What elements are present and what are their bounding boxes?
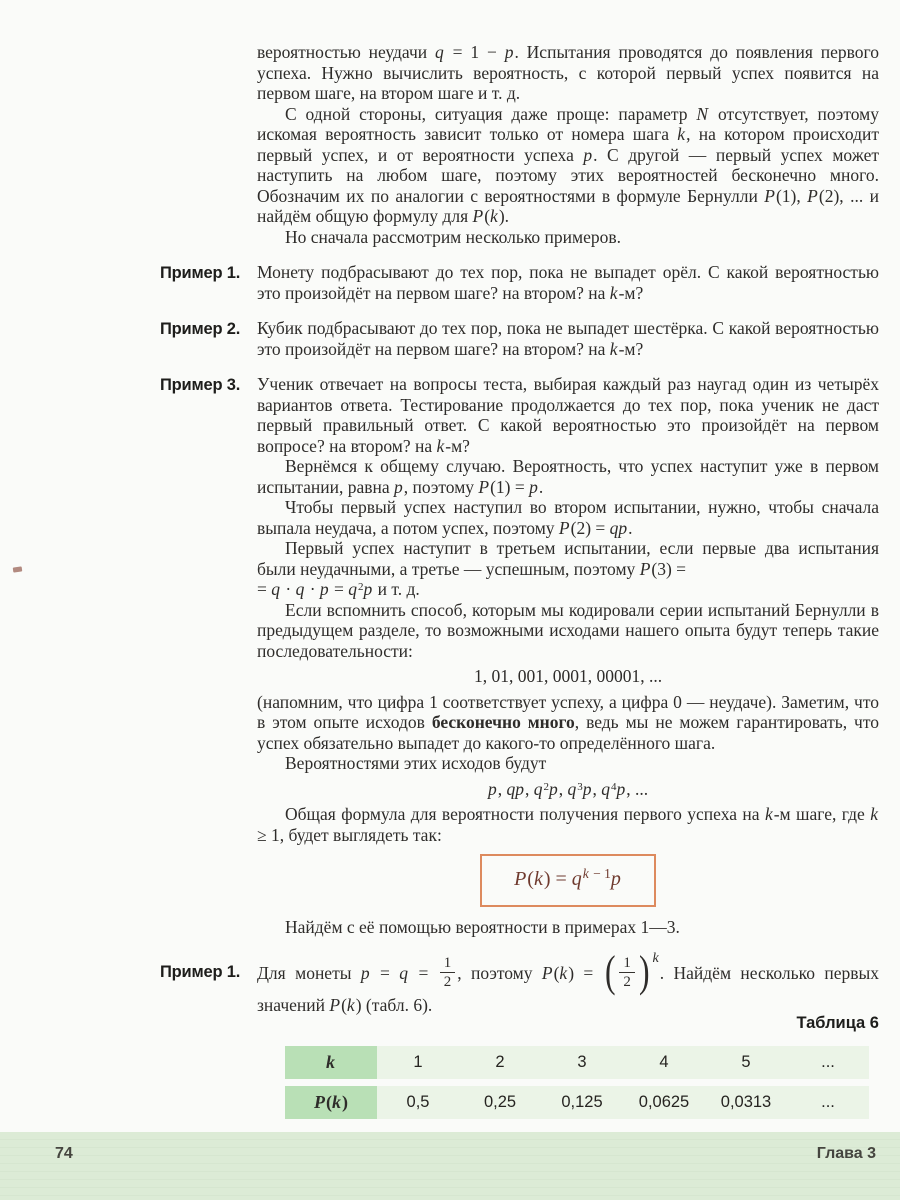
paragraph: Найдём с её помощью вероятности в примерах 1—3.	[285, 916, 680, 937]
paragraph: Чтобы первый успех наступил во втором испытании, нужно, чтобы сначала выпала неудача, а потом успех, поэтому P(2) = qp.	[257, 497, 879, 538]
table-cell: 0,125	[541, 1086, 623, 1119]
table-cell: 4	[623, 1046, 705, 1079]
paragraph: Но сначала рассмотрим несколько примеров.	[285, 226, 622, 247]
fraction-numerator: 1	[619, 955, 635, 974]
example-text: Для монеты p = q = $\frac{1}{2}$ , поэтому P(k) = ( $\frac{1}{2}$ ) $^k$. Найдём несколько первых значений P(k) (табл. 6).	[257, 946, 880, 1016]
chapter-label: Глава 3	[816, 1145, 876, 1162]
fraction-denominator: 2	[443, 974, 452, 991]
table-header-k: k	[285, 1046, 377, 1079]
table-cell: 0,25	[459, 1086, 541, 1119]
page-footer	[0, 1132, 900, 1200]
table-header-pk: P ( k )	[285, 1086, 377, 1119]
paragraph: С одной стороны, ситуация даже проще: параметр N отсутствует, поэтому искомая вероятность зависит только от номера шага k, на котором происходит первый успех, и от вероятности успеха p. С другой — первый успех может наступить на любом шаге, поэтому этих вероятностей бесконечно много. Обозначим их по аналогии с вероятностями в формуле Бернулли P(1), P(2), ... и найдём общую формулу для P(k).	[257, 103, 880, 226]
example-text: Ученик отвечает на вопросы теста, выбирая каждый раз наугад один из четырёх вариантов ответа. Тестирование продолжается до тех пор, пока ученик не даст первый правильный ответ. С какой вероятностью это произойдёт на первом вопросе? на втором? на k-м?	[257, 374, 879, 456]
formula-box-wrap	[257, 854, 879, 907]
paragraph: (напомним, что цифра 1 соответствует успеху, а цифра 0 — неудаче). Заметим, что в этом опыте исходов бесконечно много, ведь мы не можем гарантировать, что успех обязательно выпадет до какого-то определённого шага.	[257, 691, 879, 753]
paragraph: вероятностью неудачи q = 1 − p. Испытания проводятся до появления первого успеха. Нужно вычислить вероятность, с которой первый успех появится на первом шаге, на втором шаге и т. д.	[257, 42, 879, 103]
text-run: Для монеты p = q =	[257, 963, 438, 983]
paragraph: Вернёмся к общему случаю. Вероятность, что успех наступит уже в первом испытании, равна p, поэтому P(1) = p.	[257, 456, 879, 497]
example-text: Монету подбрасывают до тех пор, пока не выпадет орёл. С какой вероятностью это произойдёт на первом шаге? на втором? на k-м?	[257, 262, 879, 303]
example-label: Пример 1.	[160, 963, 241, 981]
paragraph: Вероятностями этих исходов будут	[285, 753, 547, 773]
table-cell: 0,5	[377, 1086, 459, 1119]
fraction	[619, 955, 635, 992]
example-block-2	[160, 318, 879, 359]
table-cell: 0,0313	[705, 1086, 787, 1119]
example-label: Пример 2.	[160, 320, 241, 338]
page-body	[160, 42, 879, 1017]
paragraph: Общая формула для вероятности получения первого успеха на k-м шаге, где k ≥ 1, будет выглядеть так:	[257, 804, 878, 845]
fraction	[440, 955, 456, 992]
page-number: 74	[55, 1145, 73, 1162]
table-cell: ...	[787, 1086, 869, 1119]
paragraph: Первый успех наступит в третьем испытании, если первые два испытания были неудачными, а третье — успешным, поэтому P(3) = = $q \cdot q \cdot p = q^2p$ и т. д.	[257, 538, 879, 599]
table-cell: 0,0625	[623, 1086, 705, 1119]
example-label: Пример 3.	[160, 376, 241, 394]
table-cell: 5	[705, 1046, 787, 1079]
table-cell: 3	[541, 1046, 623, 1079]
example-block-usage	[160, 947, 879, 1017]
example-block-1	[160, 262, 879, 303]
ink-speck	[13, 566, 23, 572]
example-text: Кубик подбрасывают до тех пор, пока не выпадет шестёрка. С какой вероятностью это произойдёт на первом шаге? на втором? на k-м?	[257, 318, 879, 359]
table-caption: Таблица 6	[796, 1014, 879, 1032]
fraction-denominator: 2	[623, 974, 631, 991]
fraction-numerator: 1	[440, 955, 456, 974]
text-run: , поэтому P(k) =	[457, 963, 603, 983]
example-label: Пример 1.	[160, 264, 241, 282]
sequence-display: 1, 01, 001, 0001, 00001, ...	[473, 666, 663, 686]
key-formula: $P(k) = q^{k - 1}p$	[480, 854, 656, 907]
exponent: k	[652, 951, 659, 966]
text-run: . Найдём несколько первых значений P(k) (табл. 6).	[257, 963, 880, 1016]
probability-table	[285, 1046, 869, 1119]
example-block-3	[160, 374, 879, 456]
table-cell: ...	[787, 1046, 869, 1079]
probabilities-display: p, qp, $q^2p$, $q^3p$, $q^4p$, ...	[487, 778, 649, 799]
table-cell: 1	[377, 1046, 459, 1079]
paragraph: Если вспомнить способ, которым мы кодировали серии испытаний Бернулли в предыдущем разделе, то возможными исходами нашего опыта будут теперь такие последовательности:	[257, 599, 879, 661]
table-cell: 2	[459, 1046, 541, 1079]
